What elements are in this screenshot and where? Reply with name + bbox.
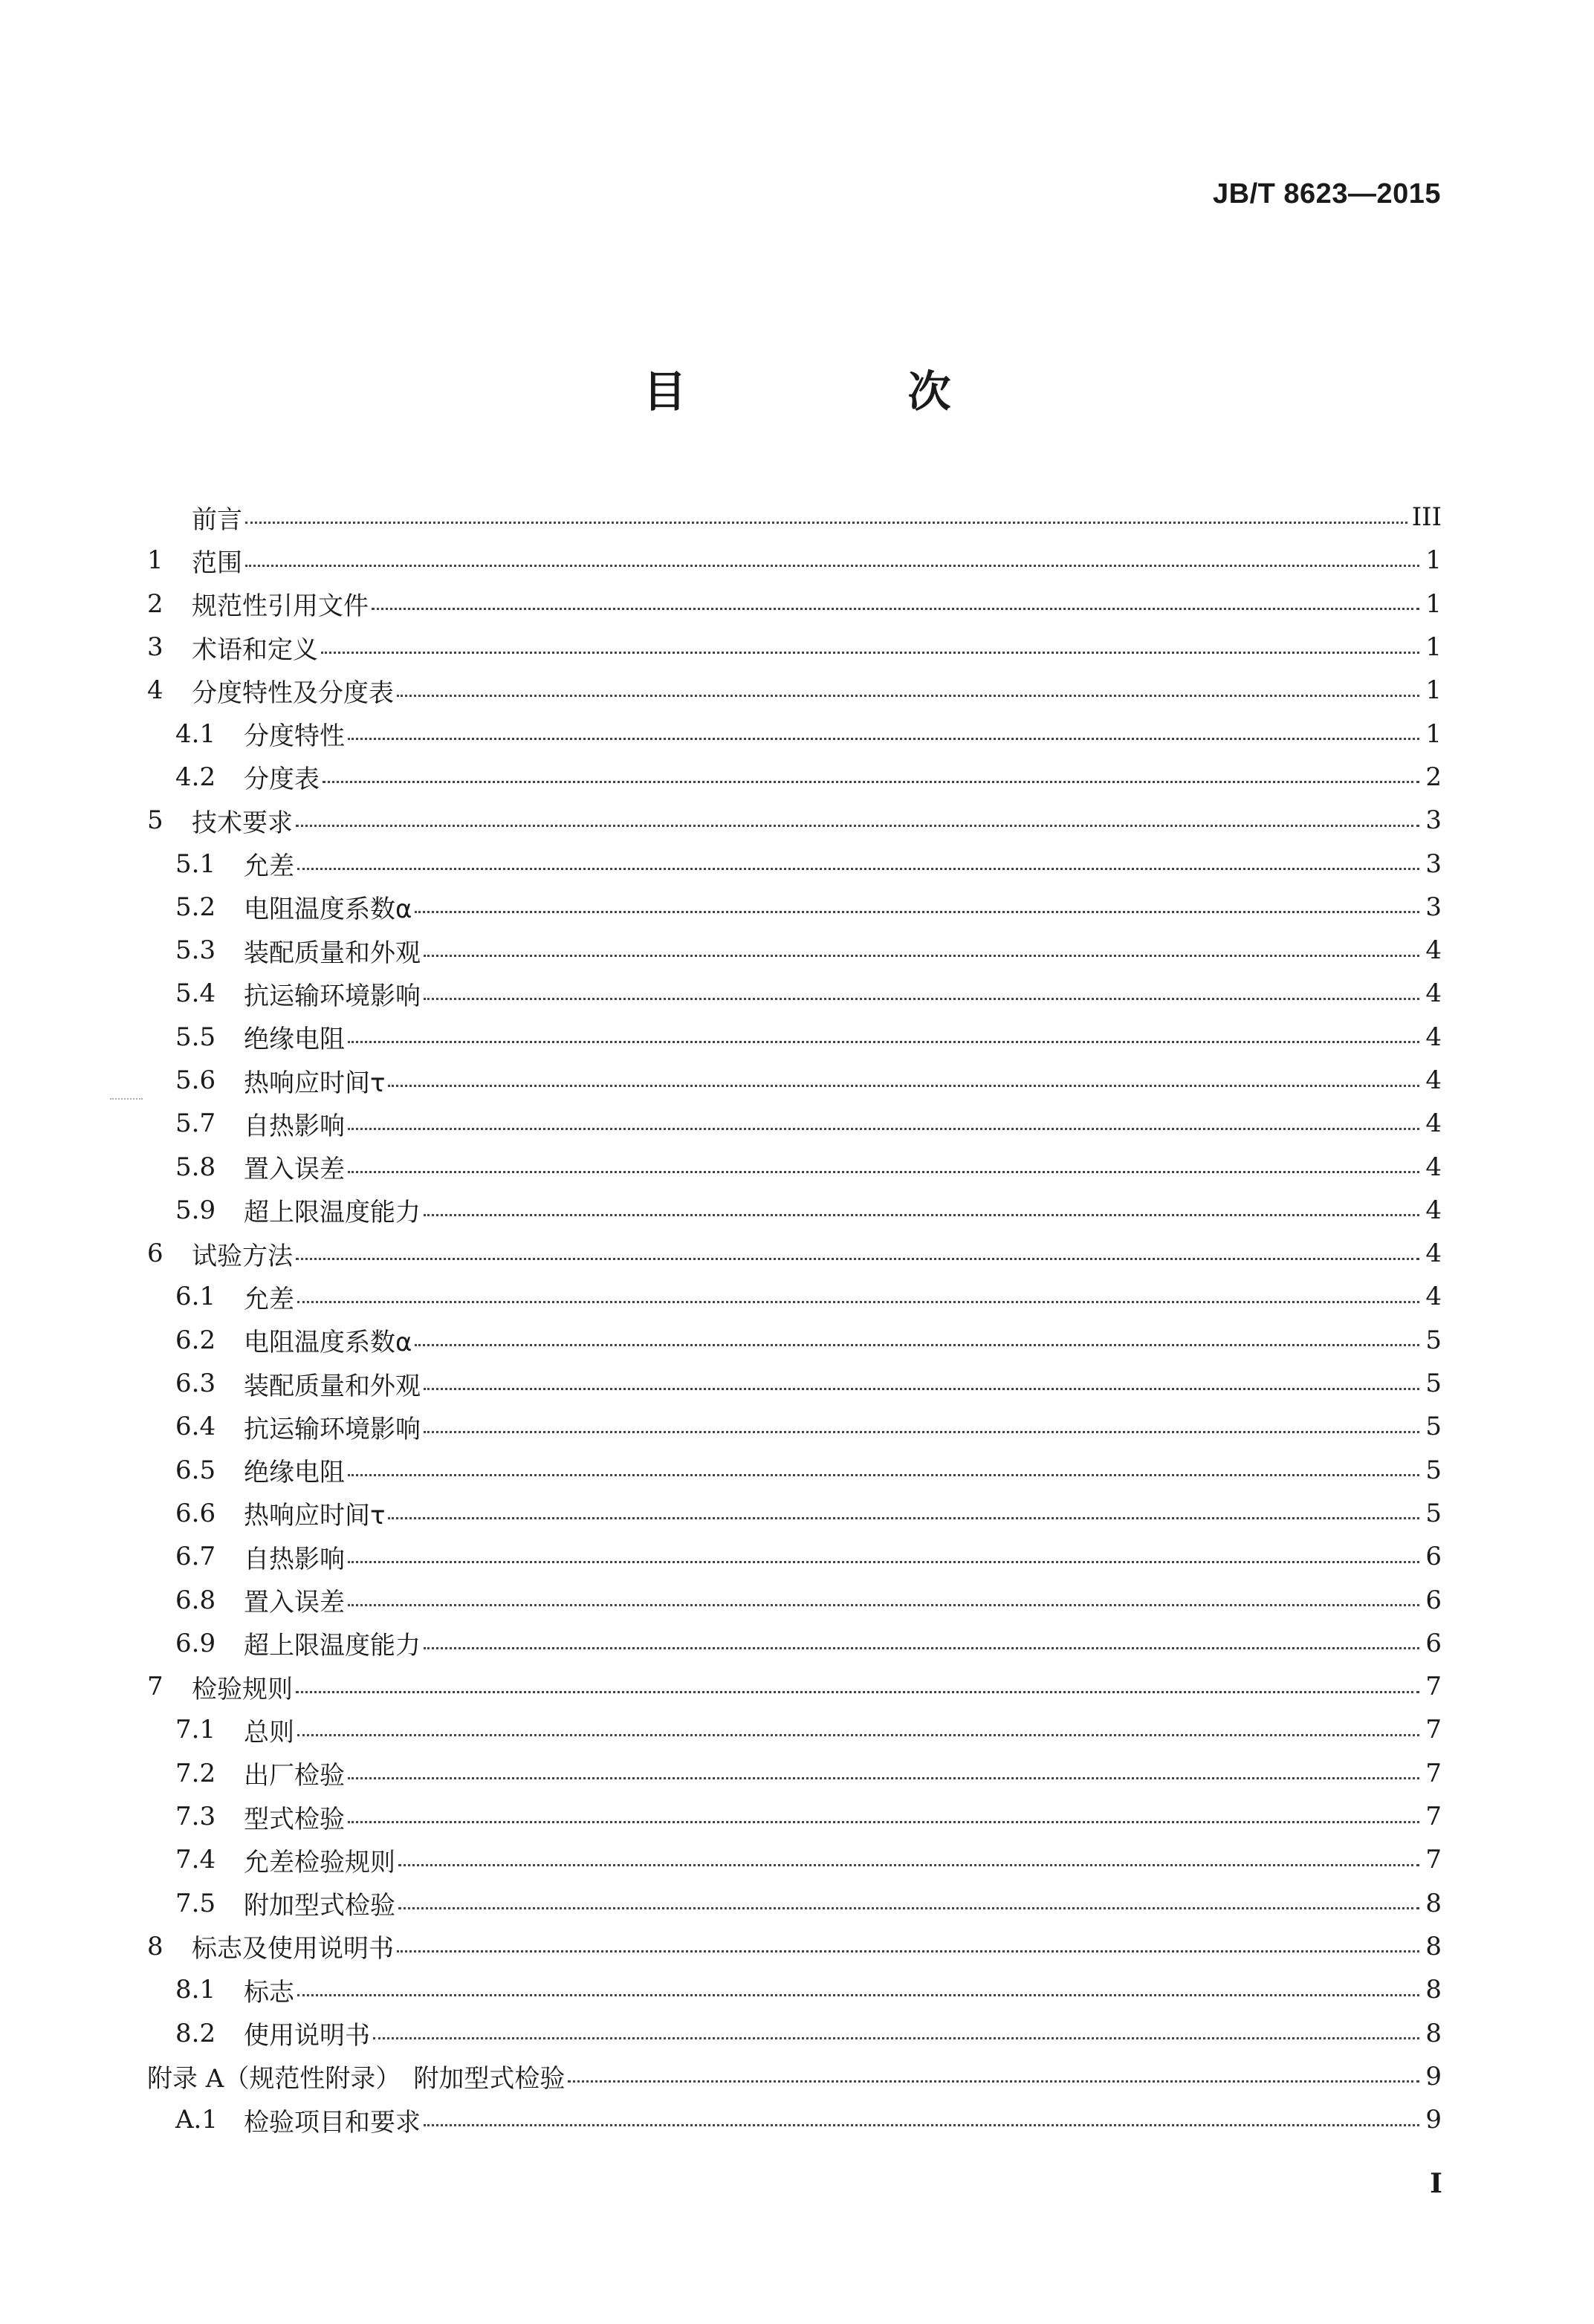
toc-entry-page: 7 xyxy=(1425,1802,1442,1832)
toc-entry-label: 检验项目和要求 xyxy=(244,2107,421,2138)
toc-entry[interactable] xyxy=(147,582,1442,626)
toc-dot-leader xyxy=(297,1301,1419,1303)
toc-entry[interactable] xyxy=(147,1968,1442,2011)
toc-entry[interactable] xyxy=(147,1578,1442,1621)
toc-entry-page: 7 xyxy=(1425,1758,1442,1788)
toc-entry[interactable] xyxy=(147,1362,1442,1405)
toc-entry[interactable] xyxy=(147,1016,1442,1059)
toc-entry-label: 使用说明书 xyxy=(244,2021,370,2051)
toc-entry-label: 前言 xyxy=(192,504,242,535)
toc-entry-label: 热响应时间τ xyxy=(244,1501,386,1531)
toc-entry-number: 6.6 xyxy=(175,1498,216,1528)
page-title: 目 次 xyxy=(643,366,1040,417)
toc-entry-label: 绝缘电阻 xyxy=(244,1025,345,1055)
toc-entry-number: 4.1 xyxy=(175,718,216,749)
toc-dot-leader xyxy=(424,955,1419,957)
toc-entry-label: 检验规则 xyxy=(192,1674,293,1704)
toc-entry-label: 抗运输环境影响 xyxy=(244,1414,421,1444)
toc-entry[interactable] xyxy=(147,1925,1442,1968)
toc-entry-label: 技术要求 xyxy=(192,808,293,838)
toc-entry-number: 7.4 xyxy=(175,1845,216,1875)
toc-entry-label: 置入误差 xyxy=(244,1155,345,1185)
toc-entry-label: 术语和定义 xyxy=(192,634,318,665)
toc-dot-leader xyxy=(373,2037,1419,2039)
toc-dot-leader xyxy=(424,1388,1419,1390)
page-number: I xyxy=(1430,2168,1442,2199)
toc-entry-page: 5 xyxy=(1425,1455,1442,1485)
toc-entry[interactable] xyxy=(147,1492,1442,1535)
toc-entry-number: 8 xyxy=(147,1931,163,1961)
toc-entry-number: 5.5 xyxy=(175,1022,216,1052)
toc-dot-leader xyxy=(245,565,1419,567)
toc-entry-number: 6.9 xyxy=(175,1628,216,1658)
toc-dot-leader xyxy=(348,1604,1419,1606)
toc-entry-label: 允差 xyxy=(244,1284,294,1314)
toc-entry-label: 规范性引用文件 xyxy=(192,591,369,622)
toc-entry-number: 7.5 xyxy=(175,1888,216,1918)
toc-entry[interactable] xyxy=(147,2055,1442,2098)
toc-entry-label: 分度表 xyxy=(244,765,320,795)
toc-entry-label: 置入误差 xyxy=(244,1588,345,1618)
toc-entry-page: 4 xyxy=(1425,1152,1442,1182)
toc-entry-page: 4 xyxy=(1425,1282,1442,1312)
toc-entry[interactable] xyxy=(147,2011,1442,2054)
toc-entry-page: 6 xyxy=(1425,1628,1442,1658)
toc-entry[interactable] xyxy=(147,1838,1442,1881)
toc-entry-label: 标志及使用说明书 xyxy=(192,1934,394,1964)
toc-entry-page: 5 xyxy=(1425,1325,1442,1355)
toc-dot-leader xyxy=(348,1777,1419,1779)
toc-dot-leader xyxy=(372,608,1419,610)
toc-entry-page: 4 xyxy=(1425,1109,1442,1139)
toc-entry-number: 5.8 xyxy=(175,1152,216,1182)
toc-dot-leader xyxy=(398,1907,1419,1909)
toc-dot-leader xyxy=(321,652,1419,654)
toc-dot-leader xyxy=(348,1474,1419,1476)
toc-entry[interactable] xyxy=(147,756,1442,799)
toc-entry[interactable] xyxy=(147,1752,1442,1795)
toc-entry[interactable] xyxy=(147,1405,1442,1448)
toc-entry-label: 分度特性及分度表 xyxy=(192,678,394,708)
toc-dot-leader xyxy=(568,2080,1419,2083)
toc-entry[interactable] xyxy=(147,1319,1442,1362)
toc-entry-number: 7.1 xyxy=(175,1715,216,1745)
toc-entry-label: 范围 xyxy=(192,548,242,578)
toc-entry-page: 1 xyxy=(1425,718,1442,749)
toc-entry[interactable] xyxy=(147,1535,1442,1578)
toc-entry-page: 1 xyxy=(1425,632,1442,663)
toc-entry-page: 5 xyxy=(1425,1412,1442,1442)
toc-dot-leader xyxy=(348,1821,1419,1823)
toc-entry-number: 6.4 xyxy=(175,1412,216,1442)
toc-entry-page: 3 xyxy=(1425,848,1442,879)
toc-entry-number: 5.4 xyxy=(175,978,216,1009)
toc-entry[interactable] xyxy=(147,929,1442,972)
toc-entry[interactable] xyxy=(147,712,1442,755)
toc-entry-number: 8.1 xyxy=(175,1975,216,2005)
toc-entry[interactable] xyxy=(147,1795,1442,1838)
toc-dot-leader xyxy=(424,1647,1419,1649)
toc-dot-leader xyxy=(323,781,1419,783)
toc-entry[interactable] xyxy=(147,842,1442,885)
toc-entry[interactable] xyxy=(147,1622,1442,1665)
toc-entry[interactable] xyxy=(147,1189,1442,1232)
toc-entry[interactable] xyxy=(147,1882,1442,1925)
table-of-contents xyxy=(147,496,1442,2141)
toc-entry-number: 1 xyxy=(147,545,163,576)
toc-dot-leader xyxy=(348,1041,1419,1043)
toc-dot-leader xyxy=(397,695,1419,697)
toc-entry-page: 9 xyxy=(1425,2061,1442,2091)
toc-entry-number: 6.3 xyxy=(175,1369,216,1399)
toc-entry-page: 6 xyxy=(1425,1542,1442,1572)
toc-entry-number: 8.2 xyxy=(175,2018,216,2048)
toc-dot-leader xyxy=(348,1128,1419,1130)
toc-entry-label: 分度特性 xyxy=(244,721,345,752)
toc-entry-label: 总则 xyxy=(244,1717,294,1747)
toc-entry-page: 5 xyxy=(1425,1369,1442,1399)
toc-dot-leader xyxy=(415,911,1419,913)
toc-dot-leader xyxy=(297,868,1419,870)
toc-entry-label: 自热影响 xyxy=(244,1544,345,1574)
toc-entry-page: 8 xyxy=(1425,1975,1442,2005)
toc-entry-label: 试验方法 xyxy=(192,1241,293,1271)
toc-entry-page: 7 xyxy=(1425,1715,1442,1745)
toc-entry-page: 4 xyxy=(1425,978,1442,1009)
toc-entry-page: 5 xyxy=(1425,1498,1442,1528)
toc-entry-label: 标志 xyxy=(244,1977,294,2007)
scan-artifact xyxy=(110,1098,143,1103)
toc-entry[interactable] xyxy=(147,1708,1442,1751)
toc-entry[interactable] xyxy=(147,2098,1442,2141)
document-code: JB/T 8623—2015 xyxy=(1213,178,1441,210)
toc-entry-label: 装配质量和外观 xyxy=(244,938,421,968)
toc-entry[interactable] xyxy=(147,1059,1442,1102)
toc-entry[interactable] xyxy=(147,669,1442,712)
toc-entry-label: 电阻温度系数α xyxy=(244,1328,412,1358)
toc-entry-page: 7 xyxy=(1425,1845,1442,1875)
toc-entry[interactable] xyxy=(147,1232,1442,1275)
toc-entry-number: 5.1 xyxy=(175,848,216,879)
toc-entry-label: 允差检验规则 xyxy=(244,1847,395,1877)
toc-entry-page: 3 xyxy=(1425,805,1442,836)
toc-entry-number: 7.3 xyxy=(175,1802,216,1832)
toc-entry-label: 允差 xyxy=(244,851,294,882)
toc-entry-label: 电阻温度系数α xyxy=(244,895,412,925)
toc-dot-leader xyxy=(388,1085,1419,1087)
toc-entry-number: 5.6 xyxy=(175,1065,216,1095)
toc-entry-number: 4 xyxy=(147,675,163,706)
toc-dot-leader xyxy=(348,1171,1419,1173)
toc-entry-page: 9 xyxy=(1425,2105,1442,2135)
toc-entry-label: 出厂检验 xyxy=(244,1761,345,1791)
toc-entry-number: 7.2 xyxy=(175,1758,216,1788)
toc-entry-number: 2 xyxy=(147,588,163,619)
toc-entry-page: 8 xyxy=(1425,1931,1442,1961)
toc-entry-number: 5.7 xyxy=(175,1109,216,1139)
toc-entry-number: 6.2 xyxy=(175,1325,216,1355)
toc-entry-number: 4.2 xyxy=(175,762,216,792)
toc-entry-page: III xyxy=(1411,502,1442,533)
toc-entry-page: 4 xyxy=(1425,1065,1442,1095)
toc-entry[interactable] xyxy=(147,886,1442,929)
toc-dot-leader xyxy=(397,1950,1419,1953)
toc-dot-leader xyxy=(296,1258,1419,1260)
toc-entry-page: 7 xyxy=(1425,1672,1442,1702)
toc-entry-page: 8 xyxy=(1425,2018,1442,2048)
toc-entry-number: 6 xyxy=(147,1239,163,1269)
toc-entry-label: 装配质量和外观 xyxy=(244,1371,421,1401)
toc-entry-label: 型式检验 xyxy=(244,1804,345,1834)
toc-entry[interactable] xyxy=(147,799,1442,842)
toc-entry-label: 绝缘电阻 xyxy=(244,1458,345,1488)
toc-dot-leader xyxy=(296,825,1419,827)
toc-dot-leader xyxy=(415,1344,1419,1346)
toc-entry-number: A.1 xyxy=(175,2105,218,2135)
toc-entry-label: 超上限温度能力 xyxy=(244,1631,421,1661)
toc-entry-number: 6.5 xyxy=(175,1455,216,1485)
toc-entry-page: 2 xyxy=(1425,762,1442,792)
toc-dot-leader xyxy=(424,998,1419,1000)
toc-dot-leader xyxy=(424,2124,1419,2126)
toc-entry-page: 1 xyxy=(1425,588,1442,619)
toc-entry-number: 6.8 xyxy=(175,1585,216,1615)
toc-entry-page: 4 xyxy=(1425,1195,1442,1225)
toc-entry[interactable] xyxy=(147,496,1442,539)
toc-entry-page: 6 xyxy=(1425,1585,1442,1615)
toc-dot-leader xyxy=(424,1214,1419,1216)
toc-entry-page: 8 xyxy=(1425,1888,1442,1918)
toc-entry-number: 附录 A xyxy=(147,2064,224,2094)
toc-entry[interactable] xyxy=(147,1145,1442,1188)
toc-entry-number: 6.7 xyxy=(175,1542,216,1572)
toc-entry[interactable] xyxy=(147,626,1442,669)
toc-entry[interactable] xyxy=(147,972,1442,1015)
toc-dot-leader xyxy=(296,1691,1419,1693)
toc-dot-leader xyxy=(388,1517,1419,1519)
toc-entry[interactable] xyxy=(147,1449,1442,1492)
toc-entry-page: 4 xyxy=(1425,1239,1442,1269)
toc-entry-number: 5 xyxy=(147,805,163,836)
toc-entry-label: 抗运输环境影响 xyxy=(244,981,421,1011)
toc-entry-page: 1 xyxy=(1425,675,1442,706)
toc-entry-label: 热响应时间τ xyxy=(244,1068,386,1098)
toc-entry-number: 5.9 xyxy=(175,1195,216,1225)
toc-entry-label: 附加型式检验 xyxy=(244,1891,395,1921)
toc-entry-number: 6.1 xyxy=(175,1282,216,1312)
toc-entry-label: 超上限温度能力 xyxy=(244,1198,421,1228)
toc-dot-leader xyxy=(348,1561,1419,1563)
toc-entry[interactable] xyxy=(147,1275,1442,1318)
toc-dot-leader xyxy=(297,1734,1419,1736)
toc-dot-leader xyxy=(348,738,1419,740)
toc-entry[interactable] xyxy=(147,539,1442,582)
toc-entry-page: 3 xyxy=(1425,892,1442,922)
toc-entry-number: 5.3 xyxy=(175,935,216,966)
toc-entry-page: 4 xyxy=(1425,1022,1442,1052)
toc-entry[interactable] xyxy=(147,1665,1442,1708)
toc-dot-leader xyxy=(297,1994,1419,1996)
toc-dot-leader xyxy=(245,522,1407,524)
toc-entry-page: 4 xyxy=(1425,935,1442,966)
toc-entry-number: 5.2 xyxy=(175,892,216,922)
toc-entry-page: 1 xyxy=(1425,545,1442,576)
toc-entry-label: 自热影响 xyxy=(244,1111,345,1141)
toc-dot-leader xyxy=(398,1864,1419,1866)
toc-entry[interactable] xyxy=(147,1102,1442,1145)
toc-dot-leader xyxy=(424,1431,1419,1433)
toc-entry-label: （规范性附录） 附加型式检验 xyxy=(224,2064,566,2094)
toc-entry-number: 3 xyxy=(147,632,163,663)
toc-entry-number: 7 xyxy=(147,1672,163,1702)
